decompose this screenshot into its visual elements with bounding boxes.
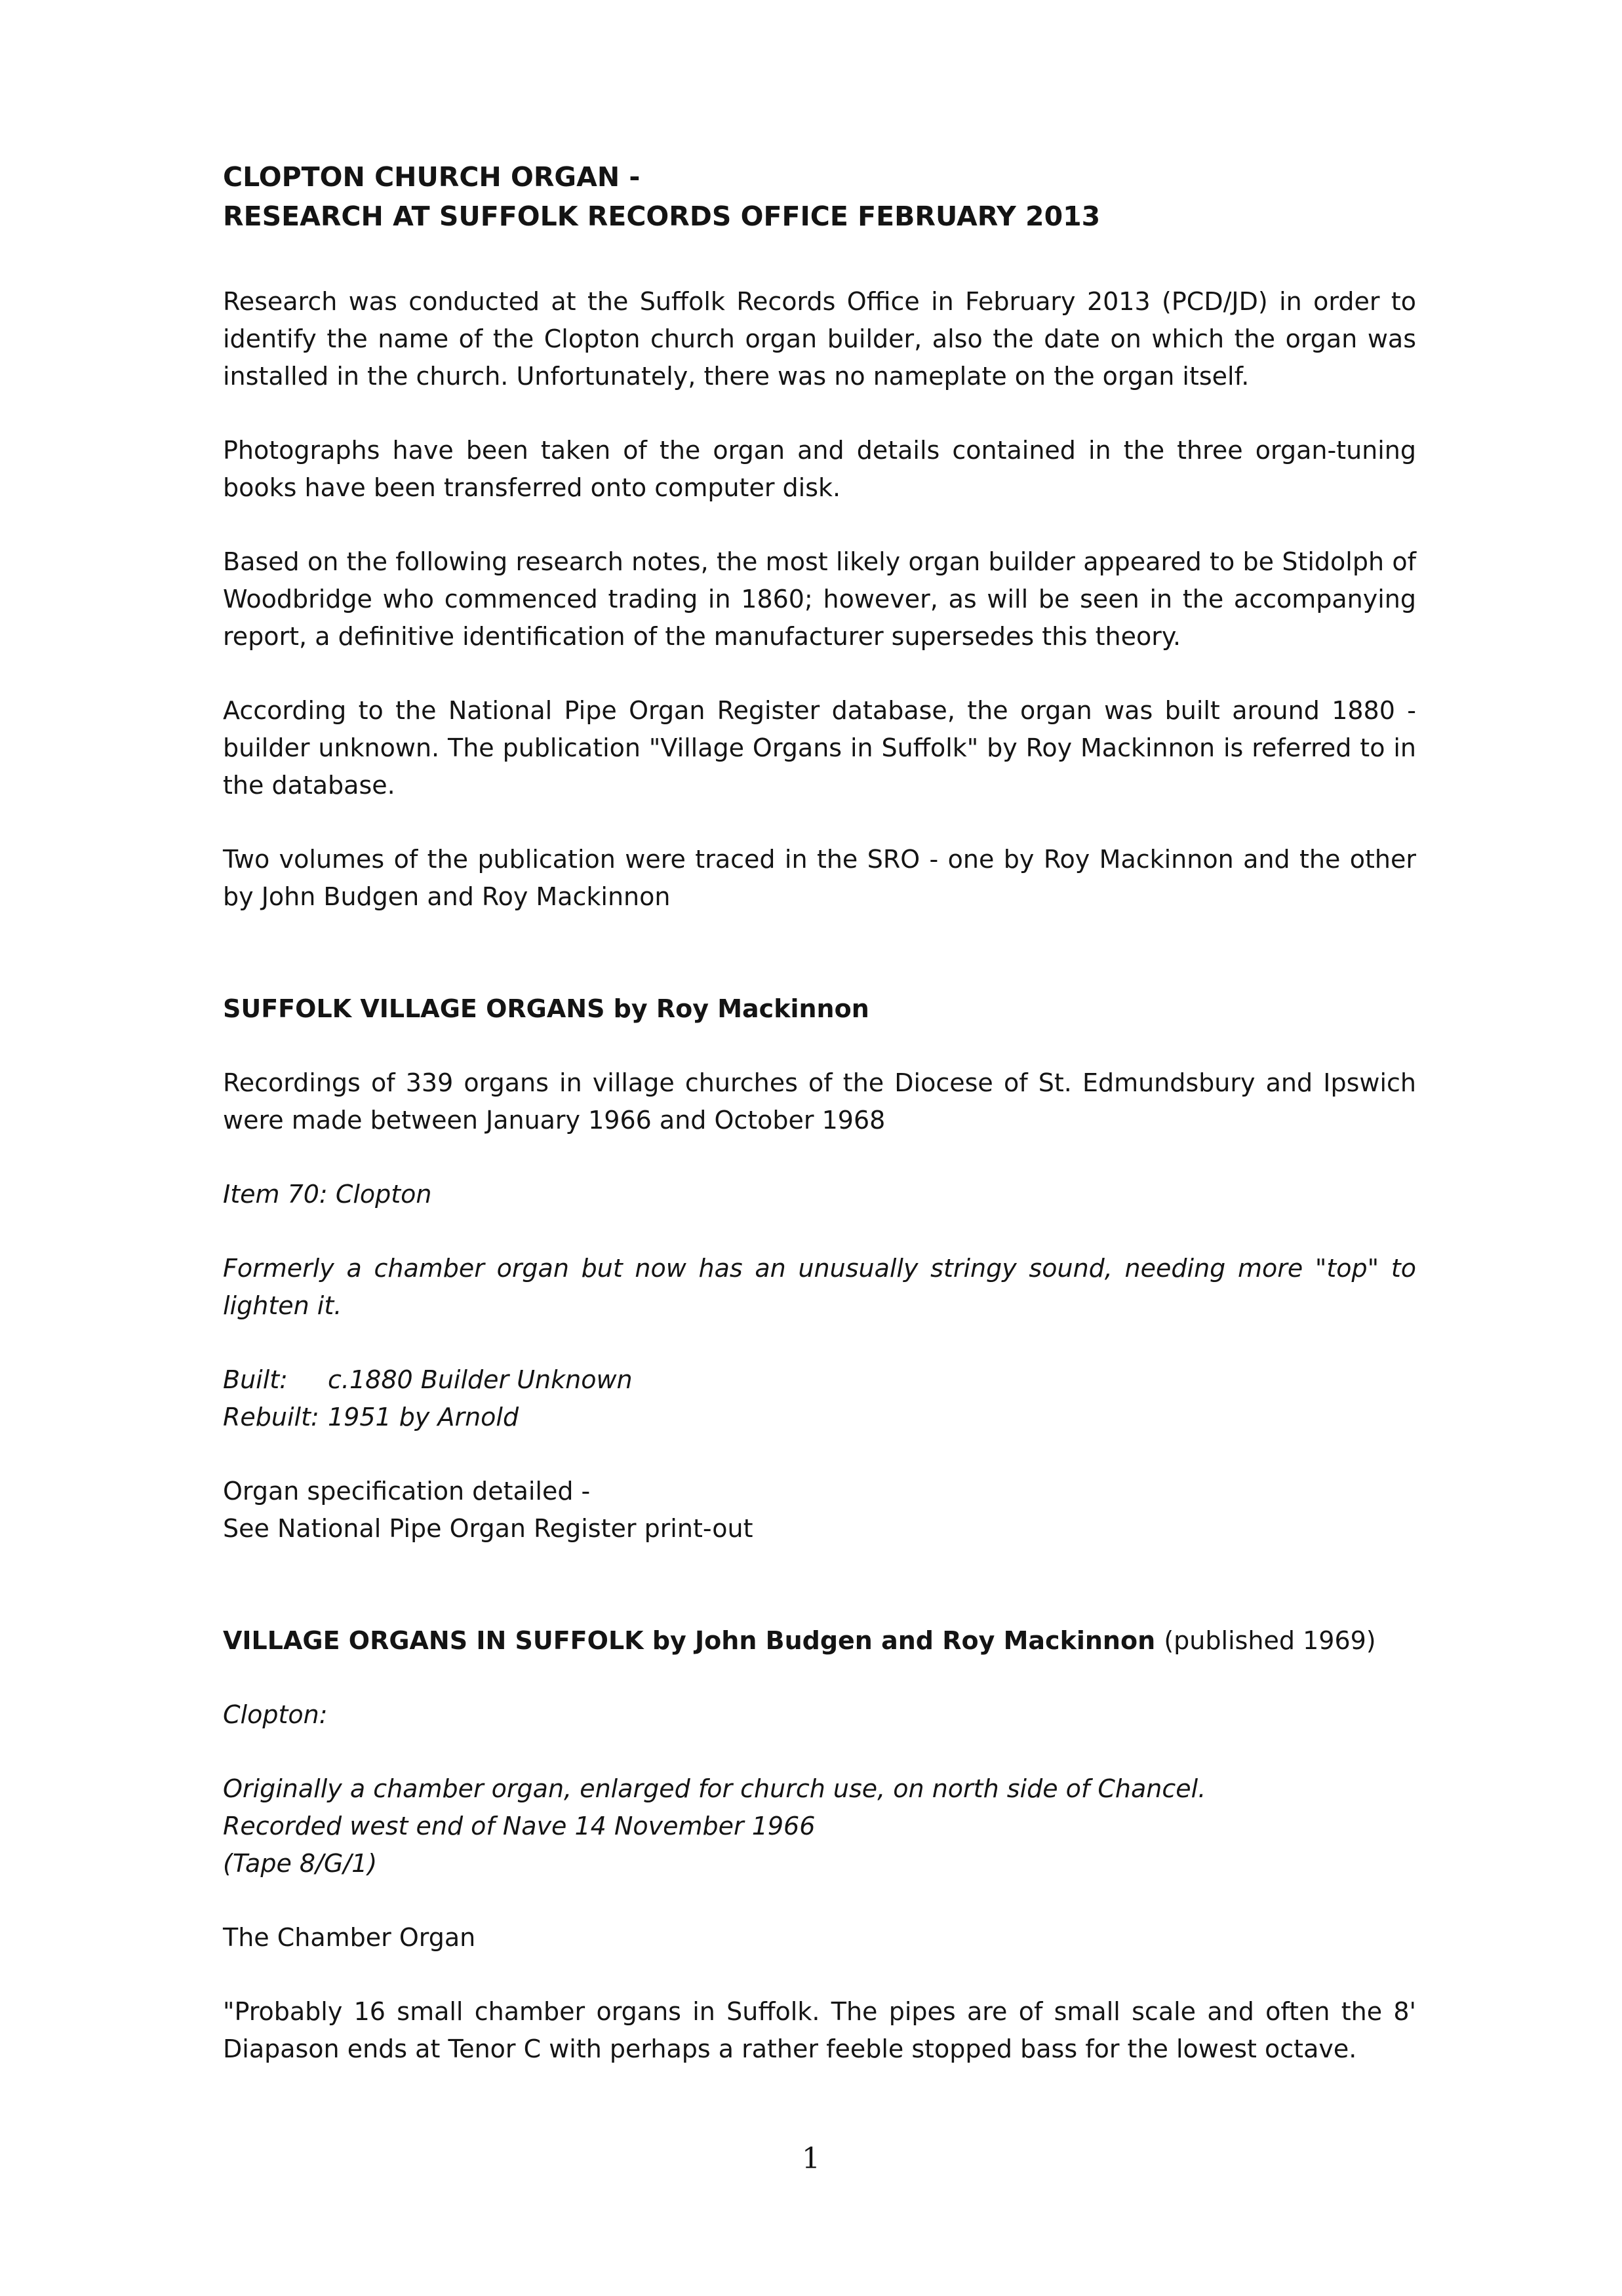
section2-note-line-3: (Tape 8/G/1)	[223, 1849, 378, 1878]
section2-heading-note: (published 1969)	[1164, 1626, 1376, 1655]
title-line-2: RESEARCH AT SUFFOLK RECORDS OFFICE FEBRUARY 2013	[223, 201, 1101, 232]
page-number: 1	[802, 2142, 820, 2175]
built-label: Built:	[223, 1365, 288, 1394]
intro-paragraph-4: According to the National Pipe Organ Register database, the organ was built around 1880 - builder unknown. The publication "Village Organs in Suffolk" by Roy Mackinnon is referred to in the database.	[223, 696, 1416, 800]
section1-description: Formerly a chamber organ but now has an unusually stringy sound, needing more "top" to lighten it.	[223, 1254, 1416, 1320]
section2-note-line-1: Originally a chamber organ, enlarged for church use, on north side of Chancel.	[223, 1774, 1206, 1803]
section2-note-line-2: Recorded west end of Nave 14 November 1966	[223, 1812, 816, 1840]
section2-quote: "Probably 16 small chamber organs in Suffolk. The pipes are of small scale and often the 8' Diapason ends at Tenor C with perhaps a rather feeble stopped bass for the lowest octave.	[223, 1997, 1416, 2063]
built-value: c.1880 Builder Unknown	[328, 1365, 633, 1394]
spec-line-2: See National Pipe Organ Register print-out	[223, 1514, 753, 1543]
built-line	[223, 1361, 1416, 1399]
title-line-1: CLOPTON CHURCH ORGAN -	[223, 161, 641, 193]
intro-paragraph-1: Research was conducted at the Suffolk Records Office in February 2013 (PCD/JD) in order to identify the name of the Clopton church organ builder, also the date on which the organ was installed in the church. Unfortunately, there was no nameplate on the organ itself.	[223, 287, 1416, 391]
intro-paragraph-3: Based on the following research notes, the most likely organ builder appeared to be Stidolph of Woodbridge who commenced trading in 1860; however, as will be seen in the accompanying report, a definitive identification of the manufacturer supersedes this theory.	[223, 547, 1416, 651]
rebuilt-value: 1951 by Arnold	[328, 1403, 519, 1431]
document-page	[223, 157, 1416, 2105]
section2-subheading: The Chamber Organ	[223, 1923, 476, 1952]
document-title	[223, 157, 1416, 236]
section-heading-suffolk-village-organs: SUFFOLK VILLAGE ORGANS by Roy Mackinnon	[223, 994, 869, 1023]
section2-place: Clopton:	[223, 1700, 328, 1729]
intro-paragraph-2: Photographs have been taken of the organ and details contained in the three organ-tuning books have been transferred onto computer disk.	[223, 436, 1416, 502]
intro-paragraph-5: Two volumes of the publication were traced in the SRO - one by Roy Mackinnon and the other by John Budgen and Roy Mackinnon	[223, 845, 1416, 911]
section-heading-village-organs-in-suffolk	[223, 1622, 1416, 1660]
section1-item: Item 70: Clopton	[223, 1180, 432, 1209]
rebuilt-line	[223, 1399, 1416, 1436]
rebuilt-label: Rebuilt:	[223, 1403, 319, 1431]
spec-line-1: Organ specification detailed -	[223, 1477, 591, 1506]
section1-paragraph: Recordings of 339 organs in village churches of the Diocese of St. Edmundsbury and Ipswich were made between January 1966 and October 1968	[223, 1068, 1416, 1135]
section2-heading-text: VILLAGE ORGANS IN SUFFOLK by John Budgen and Roy Mackinnon	[223, 1626, 1156, 1655]
